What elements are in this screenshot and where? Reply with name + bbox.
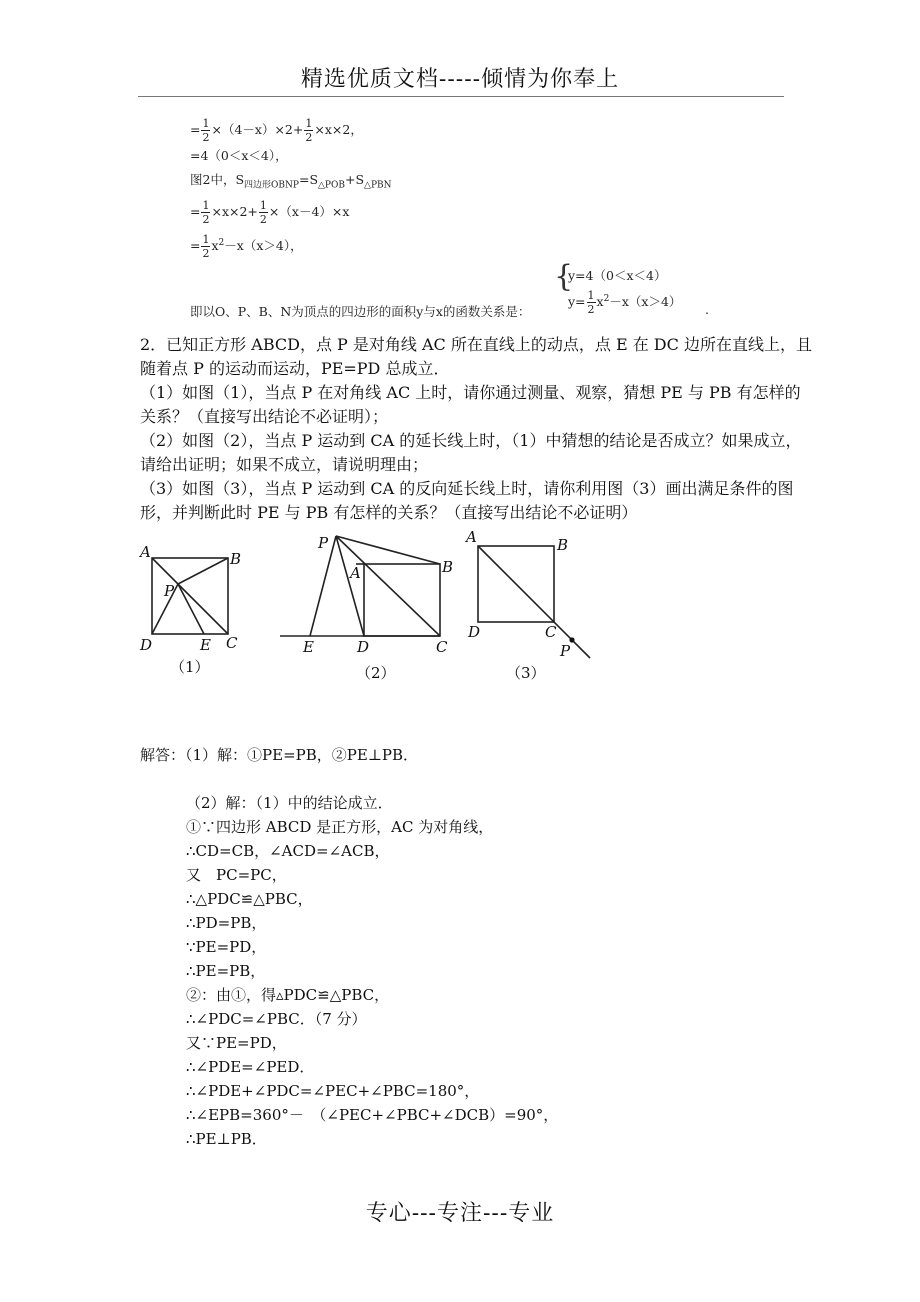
fig1-label-b: B	[230, 550, 242, 568]
prev-line-4: = $\frac{1}{2}$ ×x×2+ $\frac{1}{2}$ ×（x－4）×x	[190, 199, 350, 226]
answer-line-13: ∴∠PDE=∠PED．	[186, 1058, 315, 1076]
header-rule	[138, 96, 784, 97]
answer-line-2: （2）解：（1）中的结论成立．	[186, 794, 393, 812]
figures-diagram	[0, 520, 920, 700]
answer-line-12: 又∵PE=PD，	[186, 1034, 287, 1052]
page-footer: 专心---专注---专业	[365, 1201, 555, 1226]
problem-line-5: （2）如图（2），当点 P 运动到 CA 的延长线上时，（1）中猜想的结论是否成立？如果成立，	[140, 431, 802, 450]
fig3-point-p	[569, 637, 574, 642]
fig3-label-c: C	[545, 623, 557, 641]
prev-line-6: 即以O、P、B、N为顶点的四边形的面积y与x的函数关系是：	[190, 304, 531, 319]
fig1-segment-pe	[178, 584, 204, 634]
fig1-caption: （1）	[170, 658, 210, 676]
fraction-half: $\frac{1}{2}$	[202, 199, 210, 226]
problem-line-2: 随着点 P 的运动而运动，PE=PD 总成立．	[140, 359, 450, 378]
prev-line-1: = $\frac{1}{2}$ ×（4－x）×2+ $\frac{1}{2}$ ×x×2，	[190, 117, 363, 144]
answer-line-10: ②：由①，得▵PDC≌△PBC，	[186, 986, 390, 1004]
fig2-segment-pd	[336, 536, 364, 636]
page-header: 精选优质文档-----倾情为你奉上	[300, 67, 620, 92]
answer-line-15: ∴∠EPB=360°－ （∠PEC+∠PBC+∠DCB）=90°，	[186, 1106, 559, 1124]
fig2-caption: （2）	[356, 664, 396, 682]
problem-line-4: 关系？（直接写出结论不必证明）；	[140, 407, 389, 426]
problem-line-7: （3）如图（3），当点 P 运动到 CA 的反向延长线上时，请你利用图（3）画出满足条件的图	[140, 479, 794, 498]
fig1-segment-pb	[178, 558, 228, 584]
problem-line-6: 请给出证明；如果不成立，请说明理由；	[140, 455, 429, 474]
fraction-half: $\frac{1}{2}$	[202, 117, 210, 144]
figure-2	[280, 536, 440, 636]
fig3-label-a: A	[466, 528, 477, 546]
fig1-label-e: E	[200, 636, 211, 654]
fig2-line-pc	[336, 536, 440, 636]
fig2-label-c: C	[436, 638, 448, 656]
answer-line-7: ∴PD=PB，	[186, 914, 267, 932]
brace-icon: {	[554, 259, 574, 294]
answer-line-1: 解答：（1）解：①PE=PB，②PE⊥PB．	[140, 746, 419, 764]
fig3-label-b: B	[557, 536, 569, 554]
answer-line-16: ∴PE⊥PB．	[186, 1130, 267, 1148]
fig1-label-a: A	[140, 543, 151, 561]
answer-line-9: ∴PE=PB，	[186, 962, 266, 980]
prev-end: .	[705, 302, 709, 317]
fig1-label-c: C	[226, 634, 238, 652]
fig1-label-d: D	[140, 636, 153, 654]
fig2-label-a: A	[350, 564, 361, 582]
fig2-label-d: D	[357, 638, 370, 656]
answer-line-3: ①∵四边形 ABCD 是正方形，AC 为对角线，	[186, 818, 494, 836]
answer-line-5: 又 PC=PC，	[186, 866, 287, 884]
prev-line-2: =4（0＜x＜4），	[190, 148, 288, 163]
prev-line-3: 图2中，$S_{四边形OBNP}=S_{\triangle POB}+S_{\triangle PBN}$	[190, 172, 392, 191]
answer-line-14: ∴∠PDE+∠PDC=∠PEC+∠PBC=180°，	[186, 1082, 480, 1100]
answer-line-11: ∴∠PDC=∠PBC．（7 分）	[186, 1010, 367, 1028]
answer-line-4: ∴CD=CB，∠ACD=∠ACB，	[186, 842, 390, 860]
answer-line-8: ∵PE=PD，	[186, 938, 267, 956]
fig3-label-p: P	[560, 642, 571, 660]
answer-line-6: ∴△PDC≌△PBC，	[186, 890, 313, 908]
case-2: y= $\frac{1}{2}$ $x^2-x(x>4)$	[568, 289, 682, 316]
fraction-half: $\frac{1}{2}$	[587, 289, 595, 316]
fig2-label-e: E	[303, 638, 314, 656]
fig3-label-d: D	[468, 623, 481, 641]
fig3-caption: （3）	[506, 664, 546, 682]
problem-line-3: （1）如图（1），当点 P 在对角线 AC 上时，请你通过测量、观察，猜想 PE 与 PB 有怎样的	[140, 383, 801, 402]
prev-line-5: = $\frac{1}{2}$ $x^2-x(x>4)$，	[190, 233, 303, 260]
fraction-half: $\frac{1}{2}$	[305, 117, 313, 144]
problem-line-8: 形，并判断此时 PE 与 PB 有怎样的关系？（直接写出结论不必证明）	[140, 503, 638, 522]
fraction-half: $\frac{1}{2}$	[202, 233, 210, 260]
fig1-label-p: P	[164, 582, 175, 600]
problem-line-1: 2．已知正方形 ABCD，点 P 是对角线 AC 所在直线上的动点，点 E 在 DC 边所在直线上，且	[140, 335, 812, 354]
case-1: y=4（0＜x＜4）	[568, 268, 667, 283]
fig2-label-b: B	[442, 558, 454, 576]
fraction-half: $\frac{1}{2}$	[259, 199, 267, 226]
fig2-label-p: P	[318, 534, 329, 552]
